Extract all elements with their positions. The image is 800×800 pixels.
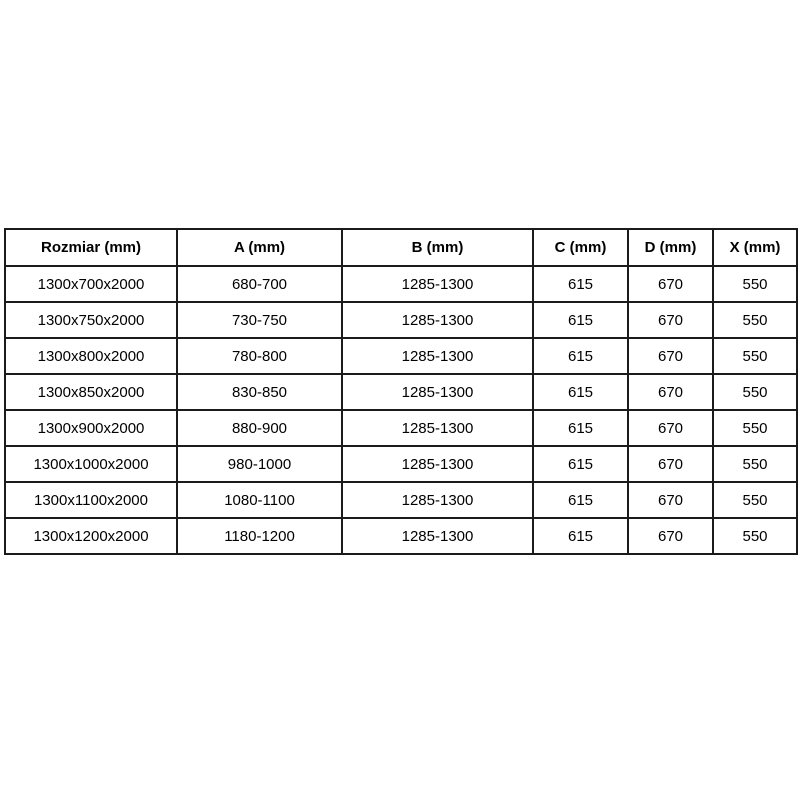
table-cell-b: 1285-1300 (342, 518, 533, 554)
header-row (5, 229, 797, 266)
table-row (5, 410, 797, 446)
table-cell-x: 550 (713, 410, 797, 446)
table-cell-d: 670 (628, 374, 713, 410)
table-cell-d: 670 (628, 410, 713, 446)
table-cell-c: 615 (533, 338, 628, 374)
table-cell-b: 1285-1300 (342, 482, 533, 518)
table-cell-x: 550 (713, 446, 797, 482)
table-cell-b: 1285-1300 (342, 410, 533, 446)
table-cell-d: 670 (628, 482, 713, 518)
table-cell-x: 550 (713, 374, 797, 410)
column-header-d: D (mm) (628, 229, 713, 266)
table-cell-c: 615 (533, 302, 628, 338)
table-row (5, 374, 797, 410)
table-cell-a: 880-900 (177, 410, 342, 446)
table-cell-c: 615 (533, 518, 628, 554)
table-cell-rozmiar: 1300x1000x2000 (5, 446, 177, 482)
table-cell-d: 670 (628, 302, 713, 338)
table-cell-rozmiar: 1300x1100x2000 (5, 482, 177, 518)
table-cell-x: 550 (713, 266, 797, 302)
table-cell-b: 1285-1300 (342, 302, 533, 338)
table-cell-d: 670 (628, 338, 713, 374)
table-cell-d: 670 (628, 518, 713, 554)
table-cell-d: 670 (628, 446, 713, 482)
table-row (5, 338, 797, 374)
table-cell-c: 615 (533, 266, 628, 302)
table-cell-b: 1285-1300 (342, 266, 533, 302)
column-header-x: X (mm) (713, 229, 797, 266)
table-cell-c: 615 (533, 446, 628, 482)
table-row (5, 482, 797, 518)
table-cell-c: 615 (533, 374, 628, 410)
table-cell-a: 1080-1100 (177, 482, 342, 518)
table-cell-a: 980-1000 (177, 446, 342, 482)
table-cell-a: 730-750 (177, 302, 342, 338)
table-cell-a: 1180-1200 (177, 518, 342, 554)
table-cell-d: 670 (628, 266, 713, 302)
column-header-a: A (mm) (177, 229, 342, 266)
dimensions-table (4, 228, 798, 555)
table-cell-c: 615 (533, 482, 628, 518)
dimensions-table-container (4, 228, 796, 555)
column-header-c: C (mm) (533, 229, 628, 266)
table-row (5, 518, 797, 554)
table-cell-a: 830-850 (177, 374, 342, 410)
table-cell-x: 550 (713, 482, 797, 518)
table-cell-rozmiar: 1300x700x2000 (5, 266, 177, 302)
table-cell-b: 1285-1300 (342, 374, 533, 410)
table-row (5, 446, 797, 482)
table-row (5, 302, 797, 338)
table-cell-rozmiar: 1300x800x2000 (5, 338, 177, 374)
table-cell-rozmiar: 1300x900x2000 (5, 410, 177, 446)
table-cell-rozmiar: 1300x1200x2000 (5, 518, 177, 554)
table-cell-b: 1285-1300 (342, 338, 533, 374)
table-cell-x: 550 (713, 518, 797, 554)
table-cell-rozmiar: 1300x750x2000 (5, 302, 177, 338)
table-cell-x: 550 (713, 302, 797, 338)
table-cell-a: 780-800 (177, 338, 342, 374)
table-cell-b: 1285-1300 (342, 446, 533, 482)
table-row (5, 266, 797, 302)
table-cell-c: 615 (533, 410, 628, 446)
column-header-rozmiar: Rozmiar (mm) (5, 229, 177, 266)
table-cell-a: 680-700 (177, 266, 342, 302)
column-header-b: B (mm) (342, 229, 533, 266)
table-cell-rozmiar: 1300x850x2000 (5, 374, 177, 410)
table-cell-x: 550 (713, 338, 797, 374)
